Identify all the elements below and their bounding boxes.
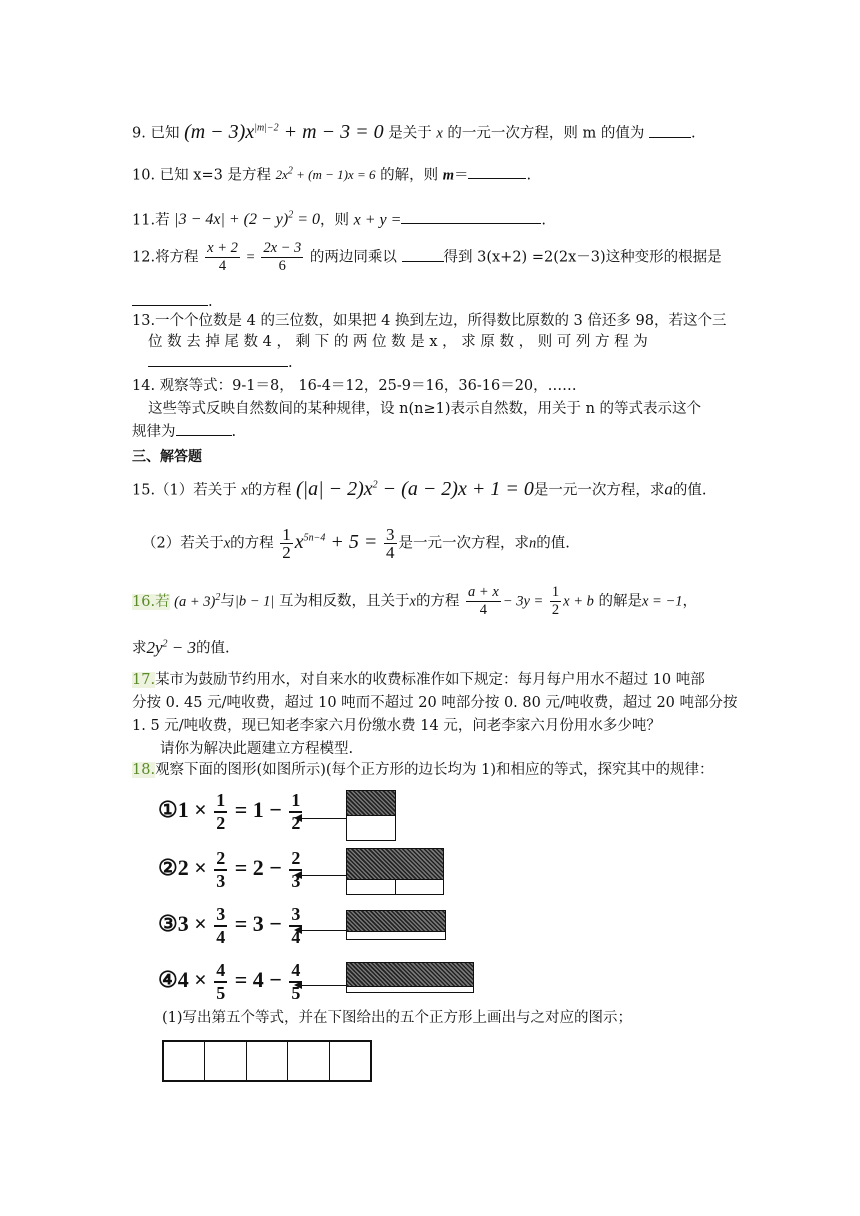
q10-var: m (442, 167, 454, 184)
q11-blank[interactable] (401, 223, 541, 224)
q14-line-1: 14. 观察等式：9-1＝8， 16-4＝12，25-9＝16，36-16＝20，…… (132, 378, 577, 394)
q16-line-2 (132, 634, 230, 659)
figure-3-shaded (346, 910, 446, 932)
q10-end: . (526, 167, 532, 184)
q12-line2 (132, 292, 213, 312)
q13-end: . (288, 355, 293, 371)
q15b-frac-1: $\frac{1}{2}$ (282, 525, 291, 562)
q17-line-1 (132, 670, 705, 690)
q16-target: $2y^2 - 3$ (146, 637, 197, 657)
q15a-mid2: 是一元一次方程，求 (533, 482, 665, 499)
section-heading: 三、解答题 (132, 449, 202, 465)
q13-blank[interactable] (148, 366, 288, 367)
answer-square[interactable] (164, 1042, 205, 1080)
question-9 (132, 118, 696, 144)
q15b-var: x (223, 535, 231, 552)
q15b-frac-2: $\frac{3}{4}$ (386, 525, 395, 562)
figure-2-shaded (346, 848, 444, 880)
q12-frac-right: $\frac{2x - 3}{6}$ (263, 240, 302, 274)
q12-mid: 的两边同乘以 (309, 249, 397, 266)
question-11 (132, 206, 546, 230)
q15b-mid2: 是一元一次方程，求 (398, 535, 530, 552)
q15b-end: 的值. (536, 535, 570, 552)
q17-line-3: 1. 5 元/吨收费，现已知老李家六月份缴水费 14 元，问老李家六月份用水多少吨？ (132, 718, 661, 734)
q16-number-prefix: 16.若 (132, 593, 170, 610)
figure-row-4: ④4 × $\frac{4}{5}$ = 4 − $\frac{4}{5}$ (158, 960, 301, 1003)
figure-4-unshaded (346, 986, 474, 993)
q15b-equation: $x^{5n-4} + 5$ = (294, 530, 378, 553)
q16-frac-2: $\frac{1}{2}$ (551, 584, 560, 618)
answer-square[interactable] (205, 1042, 246, 1080)
q14-line-3 (132, 422, 236, 442)
q17-line-4: 请你为解决此题建立方程模型. (160, 741, 354, 757)
figure-row-2: ②2 × $\frac{2}{3}$ = 2 − $\frac{2}{3}$ (158, 848, 301, 891)
q18-sub-1: (1)写出第五个等式，并在下图给出的五个正方形上画出与之对应的图示； (162, 1010, 633, 1026)
answer-squares[interactable] (162, 1040, 372, 1082)
question-15-2 (142, 526, 570, 561)
figure-1-shaded (346, 790, 396, 816)
q18-line-1 (132, 760, 714, 780)
q10-eq: ＝ (453, 167, 469, 184)
q9-var: x (436, 125, 443, 142)
q13-line-1: 13.一个个位数是 4 的三位数，如果把 4 换到左边，所得数比原数的 3 倍还多 98，若这个三 (132, 313, 727, 329)
question-12: 12.将方程 $\frac{x + 2}{4}$ = $\frac{2x - 3}{6}$ 的两边同乘以 得到 3(x+2) =2(2x－3)这种变形的根据是 (132, 240, 722, 274)
q9-number: 9. (132, 125, 146, 142)
q17-number: 17. (132, 672, 156, 688)
q10-mid: 的解，则 (380, 167, 439, 184)
arrow-2-head (294, 871, 302, 879)
q9-suffix: 的一元一次方程，则 m 的值为 (447, 125, 645, 142)
q11-expr: x + y = (353, 211, 402, 229)
q15a-number: 15.（1）若关于 (132, 482, 237, 499)
q10-equation: $2x^2 + (m - 1)x = 6$ (275, 166, 376, 183)
q15b-n: n (529, 535, 537, 552)
q15a-mid: 的方程 (247, 482, 292, 499)
q16-mid3: 的解是 (598, 593, 642, 610)
q14-line-2: 这些等式反映自然数间的某种规律，设 n(n≥1)表示自然数，用关于 n 的等式表示这个 (148, 401, 702, 417)
answer-square[interactable] (288, 1042, 329, 1080)
question-15-1 (132, 475, 706, 501)
q18-text-1: 观察下面的图形(如图所示)(每个正方形的边长均为 1)和相应的等式，探究其中的规律： (155, 762, 714, 778)
q16-expr-2: |b − 1| (234, 593, 275, 610)
q15a-a: a (664, 479, 673, 499)
q12-mid2: 得到 3(x+2) =2(2x－3)这种变形的根据是 (443, 249, 722, 266)
figure-1-unshaded (346, 815, 396, 841)
figure-2-unshaded-a (346, 879, 396, 895)
q12-prefix: 将方程 (155, 249, 199, 266)
q12-blank-2[interactable] (132, 305, 208, 306)
q10-number: 10. (132, 167, 156, 184)
q9-end: . (690, 125, 696, 142)
q12-blank-1[interactable] (402, 261, 444, 262)
q11-number: 11. (132, 212, 156, 229)
arrow-3-head (294, 926, 302, 934)
q14-blank[interactable] (176, 435, 232, 436)
q16-frac-1: $\frac{a + x}{4}$ (468, 584, 499, 618)
arrow-3 (300, 930, 346, 931)
q10-blank[interactable] (468, 178, 526, 179)
q15b-number: （2）若关于 (142, 535, 224, 552)
q16-mid: 互为相反数，且关于 (279, 593, 410, 610)
q15a-end: 的值. (672, 482, 707, 499)
arrow-2 (300, 875, 346, 876)
arrow-4 (300, 985, 346, 986)
q14-label: 规律为 (132, 424, 176, 440)
answer-square[interactable] (247, 1042, 288, 1080)
question-16: 16.若 $(a + 3)^2$与|b − 1| 互为相反数，且关于x的方程 $\frac{a + x}{4}$ − 3y = $\frac{1}{2}$ x + b 的解是x = −1， (132, 584, 698, 618)
q17-line-2: 分按 0. 45 元/吨收费，超过 10 吨而不超过 20 吨部分按 0. 80 元/吨收费，超过 20 吨部分按 (132, 695, 738, 711)
q11-prefix: 若 (155, 212, 170, 229)
answer-square[interactable] (330, 1042, 370, 1080)
q15a-var: x (241, 482, 248, 499)
q17-text-1: 某市为鼓励节约用水，对自来水的收费标准作如下规定：每月每户用水不超过 10 吨部 (155, 672, 705, 688)
q16-solution: x = −1 (642, 593, 683, 610)
q16-mid2: 的方程 (415, 593, 460, 610)
q14-end: . (231, 424, 237, 440)
figure-row-3: ③3 × $\frac{3}{4}$ = 3 − $\frac{3}{4}$ (158, 904, 301, 947)
arrow-4-head (294, 981, 302, 989)
q16-qiu: 求 (132, 640, 147, 657)
q16-expr-1: $(a + 3)^2$ (174, 591, 221, 610)
q9-equation: $(m - 3)x^{|m|-2} + m - 3 = 0$ (184, 120, 384, 143)
figure-4-shaded (346, 962, 474, 987)
figure-3-unshaded (346, 931, 446, 940)
q11-end: . (541, 212, 547, 229)
q11-mid: ，则 (320, 212, 350, 229)
q12-frac-left: $\frac{x + 2}{4}$ (207, 240, 238, 274)
q18-number: 18. (132, 762, 156, 778)
q15a-equation: $(|a| - 2)x^2 - (a - 2)x + 1 = 0$ (295, 477, 534, 500)
arrow-1-head (294, 814, 302, 822)
q11-equation: $|3 - 4x| + (2 - y)^2 = 0$ (174, 210, 321, 229)
arrow-1 (300, 818, 346, 819)
q16-yu: 与 (220, 593, 235, 610)
q12-end: . (208, 294, 213, 310)
figure-2-unshaded-b (395, 879, 444, 895)
q16-end: 的值. (196, 640, 230, 657)
q9-prefix: 已知 (150, 125, 180, 142)
question-10 (132, 162, 531, 185)
q9-blank[interactable] (649, 137, 691, 138)
q13-line-2: 位 数 去 掉 尾 数 4 ， 剩 下 的 两 位 数 是 x ， 求 原 数 ， 则 可 列 方 程 为 (148, 334, 648, 350)
q10-prefix: 已知 x=3 是方程 (159, 167, 271, 184)
q15b-mid: 的方程 (230, 535, 274, 552)
q13-line-3 (148, 353, 293, 373)
q12-number: 12. (132, 249, 156, 266)
figure-row-1: ①1 × $\frac{1}{2}$ = 1 − $\frac{1}{2}$ (158, 790, 301, 833)
q9-mid: 是关于 (388, 125, 432, 142)
q16-var: x (409, 593, 416, 610)
